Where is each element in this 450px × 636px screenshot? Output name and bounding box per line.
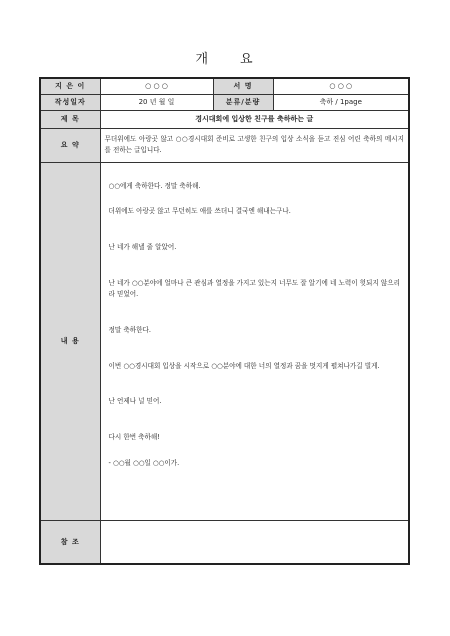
- content-paragraph: 이번 ○○경시대회 입상을 시작으로 ○○분야에 대한 너의 열정과 꿈을 멋지게 펼쳐나가길 빌게.: [108, 361, 380, 370]
- content-paragraph: ○○에게 축하한다. 정말 축하해.: [108, 181, 201, 190]
- title-second-char: 요: [240, 52, 255, 67]
- date-row: [40, 94, 409, 110]
- content-paragraph: 다시 한번 축하해!: [108, 432, 160, 441]
- author-value[interactable]: ○ ○ ○: [100, 78, 213, 94]
- summary-text[interactable]: 무더위에도 아랑곳 않고 ○○경시대회 준비로 고생한 친구의 입상 소식을 듣고 진심 어린 축하의 메시지를 전하는 글입니다.: [100, 128, 409, 162]
- summary-label: 요 약: [40, 128, 100, 162]
- summary-row: [40, 128, 409, 162]
- reference-label: 참 조: [40, 520, 100, 564]
- title-first-char: 개: [195, 52, 210, 67]
- content-body[interactable]: [100, 162, 409, 520]
- date-value[interactable]: 20 년 월 일: [100, 94, 213, 110]
- subject-label: 제 목: [40, 110, 100, 128]
- reference-value[interactable]: [100, 520, 409, 564]
- summary-form-table: [39, 77, 410, 565]
- content-paragraph: 난 언제나 널 믿어.: [108, 396, 162, 405]
- subject-row: [40, 110, 409, 128]
- subject-value[interactable]: 경시대회에 입상한 친구를 축하하는 글: [100, 110, 409, 128]
- content-paragraph: 난 네가 해낼 줄 알았어.: [108, 242, 177, 251]
- content-paragraph: - ○○월 ○○일 ○○이가.: [108, 458, 180, 467]
- author-label: 지 은 이: [40, 78, 100, 94]
- content-label: 내 용: [40, 162, 100, 520]
- page-title: [0, 48, 450, 67]
- book-title-label: 서 명: [213, 78, 273, 94]
- book-title-value[interactable]: ○ ○ ○: [273, 78, 409, 94]
- category-label: 분류/분량: [213, 94, 273, 110]
- category-value[interactable]: 축하 / 1page: [273, 94, 409, 110]
- reference-row: [40, 520, 409, 564]
- content-paragraph: 정말 축하한다.: [108, 325, 151, 334]
- content-paragraph: 더위에도 아랑곳 않고 무던히도 애를 쓰더니 결국엔 해내는구나.: [108, 206, 291, 215]
- content-paragraph: 난 네가 ○○분야에 얼마나 큰 관심과 열정을 가지고 있는지 너무도 잘 알기에 네 노력이 헛되지 않으리라 믿었어.: [108, 278, 400, 298]
- content-row: [40, 162, 409, 520]
- author-row: [40, 78, 409, 94]
- date-label: 작성일자: [40, 94, 100, 110]
